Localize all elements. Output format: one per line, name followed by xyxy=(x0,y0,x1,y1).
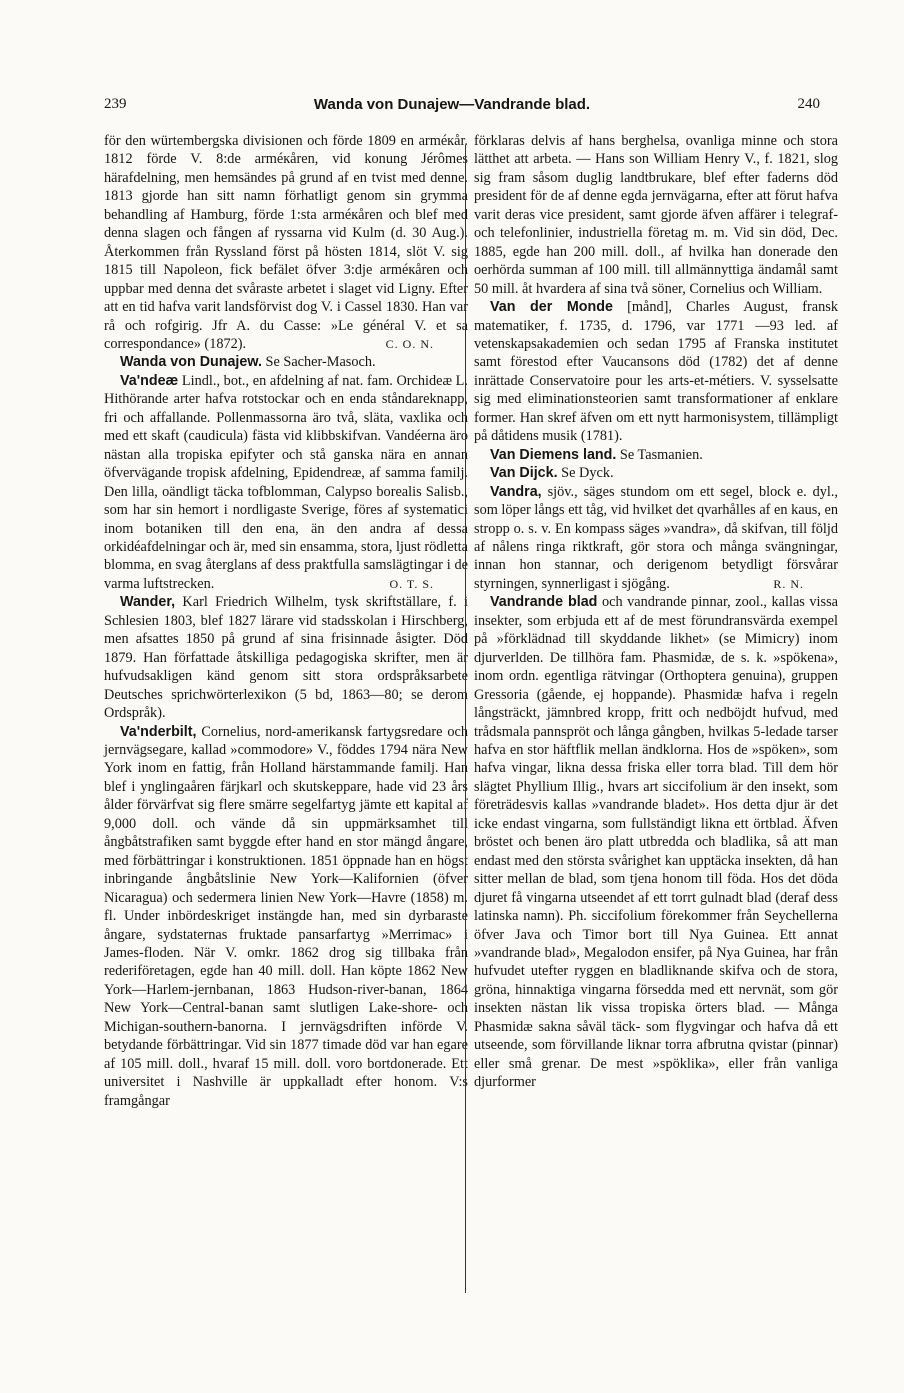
entry-headword: Wander, xyxy=(120,594,176,611)
entry-text: Lindl., bot., en afdelning af nat. fam. Orchideæ L. Hithörande arter hafva rotstockar och en enda ståndareknapp, fri och affallande. Pollenmassorna äro två, släta, vaxlika och med ett skaft (caudicula) fästa vid klibbskifvan. Vandéerna äro nästan alla tropiska epifyter och stå ganska nära en annan öfvervägande tropisk afdelning, Epidendreæ, af samma familj. Den lilla, oändligt täcka tofblomman, Calypso borealis Salisb., som har sin hemort i nordligaste Sverige, föres af systematici inom botaniken till den ena, än den andra af dessa orkidéafdelningar och är, med sin ensamma, stora, ljust rödletta blomma, en svag återglans af dess praktfulla samslägtingar i de varma luftstrecken. xyxy=(104,372,468,592)
entry-text: sjöv., säges stundom om ett segel, block e. dyl., som löper långs ett tåg, vid hvilket det qvarhålles af en kaus, en stropp o. s. v. En kompass säges »vandra», då skifvan, till följd af nålens ringa riktkraft, gör stora och många svängningar, innan hon stannar, och derigenom betydligt försvårar styrningen, synnerligast i sjögång. xyxy=(474,483,838,592)
entry-text: och vandrande pinnar, zool., kallas vissa insekter, som erbjuda ett af de mest förundransvärda exempel på »förklädnad till skyddande likhet» (se Mimicry) inom djurverlden. De tillhöra fam. Phasmidæ, de s. k. »spökena», inom ordn. egentliga rätvingar (Orthoptera genuina), gruppen Gressoria (gående, ej hoppande). Phasmidæ hafva i regeln långsträckt, jämnbred kropp, fritt och nedböjdt hufvud, med trådsmala pannspröt och långa gångben, hvilkas 5-ledade tarser hafva en stor häftflik mellan ändklorna. Hos de »spöken», som hafva vingar, likna dessa friska eller torra blad. Till dem hör slägtet Phyllium Illig., hvars art siccifolium är den insekt, som företrädesvis kallas »vandrande bladet». Hos detta djur är det icke endast vingarna, som fullständigt likna ett örtblad. Äfven bröstet och benen äro platt utbredda och bladlika, så att man endast med den största svårighet kan upptäcka insekten, då han sitter mellan de blad, som tjena honom till föda. Hos det döda djuret få vingarna utseendet af ett torrt gulnadt blad (deraf dess latinska namn). Ph. siccifolium förekommer från Seychellerna öfver Java och Timor bort till Nya Guinea. Ett annat »vandrande blad», Megalodon ensifer, på Nya Guinea, har från hufvudet utefter ryggen en bladliknande skifva och de stora, gröna, hinnaktiga vingarna försedda med ett nervnät, som gör insekten nästan lik vissa tropiska örters blad. — Många Phasmidæ sakna såväl täck- som flygvingar och hafva då ett utseende, som förvillande liknar torra afbrutna qvistar (pinnar) eller små grenar. De mest »spöklika», eller från vanliga djurformer xyxy=(474,594,838,1091)
entry-text: Karl Friedrich Wilhelm, tysk skriftställare, f. i Schlesien 1803, blef 1827 lärare vid stadsskolan i Hirschberg, men afsattes 1850 på grund af sina frisinnade åsigter. Död 1879. Han författade åtskilliga pedagogiska skrifter, men är hufvudsakligen känd genom sitt stora ordspråksarbete Deutsches sprichwörterlexikon (5 bd, 1863—80; se derom Ordspråk). xyxy=(104,594,468,722)
entry-vandeae xyxy=(104,372,468,593)
right-column xyxy=(474,132,838,1092)
entry-vandrande-blad xyxy=(474,593,838,1091)
entry-headword: Va'nderbilt, xyxy=(120,723,197,740)
author-signature: R. N. xyxy=(773,576,804,591)
page-number-left: 239 xyxy=(104,96,127,112)
entry-wanda-von-dunajew xyxy=(104,353,468,371)
page-header xyxy=(0,96,904,120)
entry-text: Se Sacher-Masoch. xyxy=(265,354,376,371)
entry-text: Se Dyck. xyxy=(561,465,614,482)
paragraph-text: förklaras delvis af hans berghelsa, ovanliga minne och stora lätthet att arbeta. — Hans son William Henry V., f. 1821, slog sig fram såsom duglig landtbrukare, blef efter faderns död president för de af denne egda jernvägarna, efter att förut hafva varit deras vice president, samt gjorde äfven affärer i telegraf- och telefonlinier, industriella företag m. m. Vid sin död, Dec. 1885, egde han 200 mill. doll., af hvilka han donerade den oerhörda summan af 100 mill. till allmännyttiga ändamål samt 50 mill. åt hvardera af sina två söner, Cornelius och William. xyxy=(474,133,838,297)
continued-paragraph xyxy=(474,132,838,298)
entry-headword: Vandra, xyxy=(490,483,542,500)
running-title: Wanda von Dunajew—Vandrande blad. xyxy=(313,96,591,113)
entry-wander xyxy=(104,593,468,722)
page-number-right: 240 xyxy=(797,96,820,112)
continued-paragraph xyxy=(104,132,468,353)
paragraph-text: för den würtembergska divisionen och förde 1809 en arméкår. 1812 förde V. 8:de arméкåren, vid konung Jérômes härafdelning, men hemsändes på grund af en tvist med denne. 1813 gjorde han sitt namn förhatligt genom sin grymma behandling af Hamburg, förde 1:sta arméкåren och blef med denna slagen och fången af ryssarna vid Kulm (d. 30 Aug.). Återkommen från Ryssland först på hösten 1814, slöt V. sig 1815 till Napoleon, fick befälet öfver 3:dje arméкåren och uppbar med denna det svåraste arbetet i slaget vid Ligny. Efter att en tid hafva varit landsförvist dog V. i Cassel 1830. Han var rå och rofgirig. Jfr A. du Casse: »Le général V. et sa correspondance» (1872). xyxy=(104,133,468,352)
entry-headword: Van Dijck. xyxy=(490,465,558,482)
entry-text: Cornelius, nord-amerikansk fartygsredare och jernvägsegare, kallad »commodore» V., föddes 1794 nära New York inom en fattig, från Holland härstammande familj. Han blef i ynglingaåren färjkarl och skutskeppare, hade vid 23 års ålder förvärfvat sig flere smärre segelfartyg jämte ett kapital af 9,000 doll. och vände då sin uppmärksamhet till ångbåtstrafiken samt byggde efter hand en stor mängd ångare, med förbättringar i konstruktionen. 1851 öppnade han en högst inbringande ångbåtslinie New York—Kalifornien (öfver Nicaragua) och sedermera linien New York—Havre (1858) m. fl. Under inbördeskriget instängde han, med sin dyrbaraste ångare, sydstaternas fruktade pansarfartyg »Merrimac» i James-floden. När V. omkr. 1862 drog sig tillbaka från rederiföretagen, egde han 40 mill. doll. Han köpte 1862 New York—Harlem-jernbanan, 1863 Hudson-river-banan, 1864 New York—Central-banan samt slutligen Lake-shore- och Michigan-southern-banorna. I jernvägsdriften införde V. betydande förbättringar. Vid sin 1877 timade död var han egare af 105 mill. doll., hvaraf 15 mill. doll. voro bortdonerade. Ett universitet i Nashville är uppkalladt efter honom. V:s framgångar xyxy=(104,723,469,1109)
entry-vandra xyxy=(474,483,838,594)
entry-headword: Vandrande blad xyxy=(490,594,598,611)
entry-vanderbilt xyxy=(104,723,468,1111)
entry-van-dijck xyxy=(474,464,838,482)
author-signature: C. O. N. xyxy=(385,337,434,351)
column-divider xyxy=(465,145,466,1293)
author-signature: O. T. S. xyxy=(389,576,434,591)
entry-headword: Va'ndeæ xyxy=(120,372,179,389)
entry-van-der-monde xyxy=(474,298,838,446)
entry-text: Se Tasmanien. xyxy=(619,446,703,463)
entry-headword: Wanda von Dunajew. xyxy=(120,354,262,371)
left-column xyxy=(104,132,468,1110)
entry-headword: Van Diemens land. xyxy=(490,446,617,463)
entry-van-diemens-land xyxy=(474,446,838,464)
entry-headword: Van der Monde xyxy=(490,299,613,316)
entry-text: [månd], Charles August, fransk matematiker, f. 1735, d. 1796, var 1771 —93 led. af vetenskapsakademien och sedan 1795 af Franska institutet samt förestod efter Vaucansons död (1782) det af denne inrättade Conservatoire pour les arts-et-métiers. V. sysselsatte sig med eliminationsteorien samt transformationer af enklare former. Han skref äfven om ett nytt harmonisystem, tillämpligt på dåtidens musik (1781). xyxy=(474,299,838,445)
